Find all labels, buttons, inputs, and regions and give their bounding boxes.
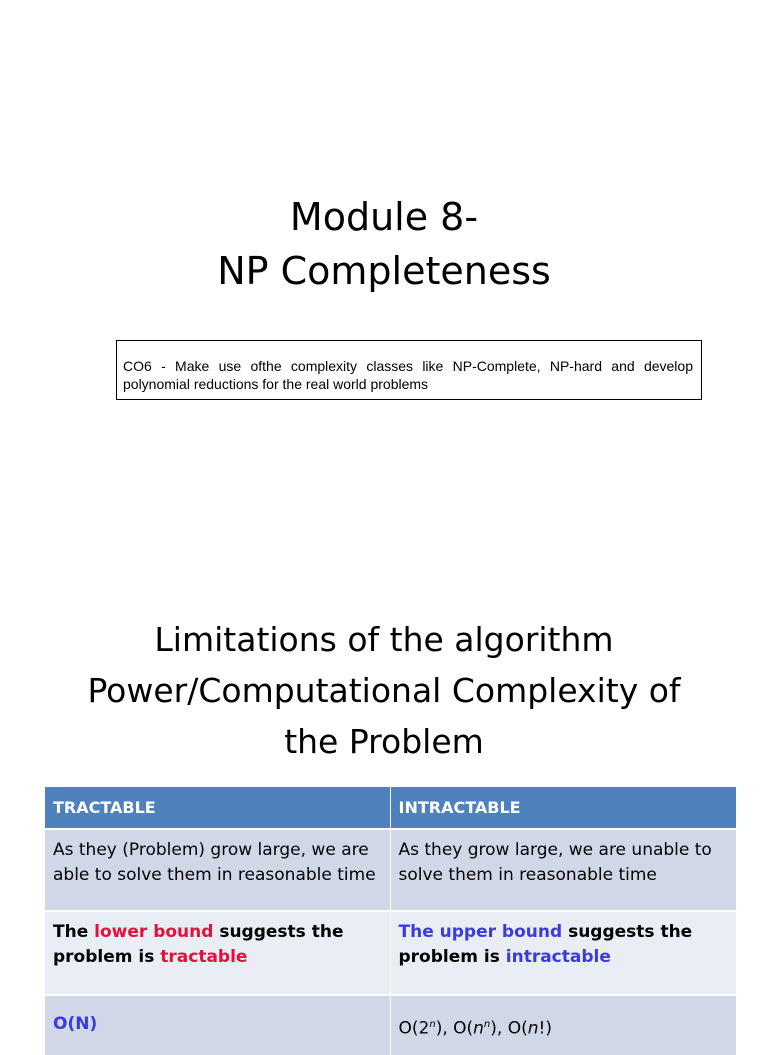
table-header-row <box>45 787 736 829</box>
text-middle: suggests the problem is <box>53 922 344 967</box>
header-intractable: INTRACTABLE <box>390 787 736 829</box>
text-o-n: O(N) <box>53 1014 98 1034</box>
tractability-table <box>45 787 737 1055</box>
cell-tractable-bound <box>45 911 390 995</box>
cell-intractable-order <box>390 995 736 1055</box>
table-row <box>45 995 736 1055</box>
slide2-title <box>0 614 768 767</box>
text-upper-bound: The upper bound <box>398 922 563 942</box>
text-order-sup: n <box>483 1019 491 1030</box>
text-order-part: O(2 <box>398 1018 430 1039</box>
cell-tractable-description: As they (Problem) grow large, we are able to solve them in reasonable time <box>45 829 390 911</box>
slide2-title-line2: Power/Computational Complexity of <box>87 671 681 710</box>
text-order-part: ), O( <box>435 1018 474 1039</box>
course-outcome-text: CO6 - Make use ofthe complexity classes like NP-Complete, NP-hard and develop polynomial reductions for the real world problems <box>123 358 693 392</box>
cell-intractable-bound <box>390 911 736 995</box>
slide1-title <box>0 190 768 298</box>
text-tractable: tractable <box>160 947 248 967</box>
slide1-title-line1: Module 8- <box>289 195 479 239</box>
cell-intractable-description: As they grow large, we are unable to solve them in reasonable time <box>390 829 736 911</box>
table-row <box>45 829 736 911</box>
header-tractable: TRACTABLE <box>45 787 390 829</box>
table-row <box>45 911 736 995</box>
text-order-part: !) <box>538 1018 552 1039</box>
text-lower-bound: lower bound <box>94 922 214 942</box>
text-order-n: n <box>473 1018 484 1039</box>
course-outcome-box <box>116 340 702 400</box>
text-middle: suggests the problem is <box>398 922 693 967</box>
text-intractable: intractable <box>505 947 611 967</box>
text-order-part: ), O( <box>490 1018 528 1039</box>
text-order-n: n <box>527 1018 539 1039</box>
cell-tractable-order <box>45 995 390 1055</box>
slide2-title-line1: Limitations of the algorithm <box>154 620 614 659</box>
text-prefix: The <box>53 922 95 942</box>
slide2-title-line3: the Problem <box>284 722 484 761</box>
text-order-sup: n <box>429 1019 436 1030</box>
slide1-title-line2: NP Completeness <box>217 249 551 293</box>
